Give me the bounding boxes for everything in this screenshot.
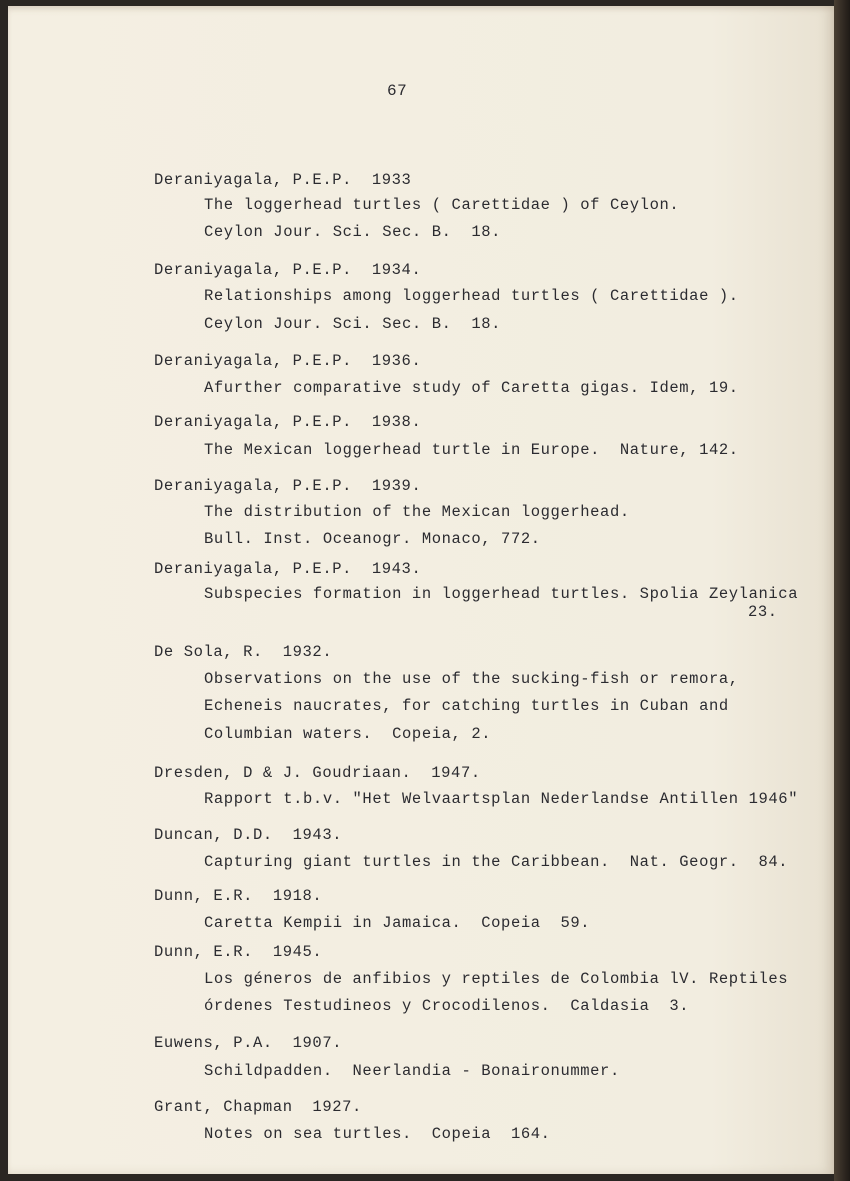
entry-11-line-2: órdenes Testudineos y Crocodilenos. Caldasia 3.: [204, 997, 690, 1015]
document-page: [8, 6, 834, 1174]
entry-8-line-1: Rapport t.b.v. "Het Welvaartsplan Nederlandse Antillen 1946": [204, 790, 799, 808]
entry-8-heading: Dresden, D & J. Goudriaan. 1947.: [154, 764, 481, 782]
entry-7-line-2: Echeneis naucrates, for catching turtles in Cuban and: [204, 697, 729, 715]
entry-2-line-1: Relationships among loggerhead turtles ( Carettidae ).: [204, 287, 739, 305]
entry-3-heading: Deraniyagala, P.E.P. 1936.: [154, 352, 422, 370]
entry-7-line-3: Columbian waters. Copeia, 2.: [204, 725, 492, 743]
entry-7-heading: De Sola, R. 1932.: [154, 643, 333, 661]
entry-11-line-1: Los géneros de anfibios y reptiles de Colombia lV. Reptiles: [204, 970, 789, 988]
entry-6-heading: Deraniyagala, P.E.P. 1943.: [154, 560, 422, 578]
entry-12-heading: Euwens, P.A. 1907.: [154, 1034, 343, 1052]
entry-5-heading: Deraniyagala, P.E.P. 1939.: [154, 477, 422, 495]
entry-13-line-1: Notes on sea turtles. Copeia 164.: [204, 1125, 551, 1143]
entry-12-line-1: Schildpadden. Neerlandia - Bonaironummer.: [204, 1062, 620, 1080]
entry-4-heading: Deraniyagala, P.E.P. 1938.: [154, 413, 422, 431]
entry-1-line-1: The loggerhead turtles ( Carettidae ) of Ceylon.: [204, 196, 680, 214]
entry-7-line-1: Observations on the use of the sucking-fish or remora,: [204, 670, 739, 688]
entry-1-heading: Deraniyagala, P.E.P. 1933: [154, 171, 412, 189]
entry-10-line-1: Caretta Kempii in Jamaica. Copeia 59.: [204, 914, 591, 932]
page-edge-shadow: [834, 0, 850, 1181]
entry-11-heading: Dunn, E.R. 1945.: [154, 943, 323, 961]
entry-5-line-1: The distribution of the Mexican loggerhead.: [204, 503, 630, 521]
entry-3-line-1: Afurther comparative study of Caretta gigas. Idem, 19.: [204, 379, 739, 397]
entry-5-line-2: Bull. Inst. Oceanogr. Monaco, 772.: [204, 530, 541, 548]
entry-9-line-1: Capturing giant turtles in the Caribbean. Nat. Geogr. 84.: [204, 853, 789, 871]
entry-4-line-1: The Mexican loggerhead turtle in Europe. Nature, 142.: [204, 441, 739, 459]
entry-2-heading: Deraniyagala, P.E.P. 1934.: [154, 261, 422, 279]
entry-6-line-2: 23.: [748, 603, 778, 621]
entry-10-heading: Dunn, E.R. 1918.: [154, 887, 323, 905]
entry-6-line-1: Subspecies formation in loggerhead turtles. Spolia Zeylanica: [204, 585, 799, 603]
entry-1-line-2: Ceylon Jour. Sci. Sec. B. 18.: [204, 223, 502, 241]
entry-9-heading: Duncan, D.D. 1943.: [154, 826, 343, 844]
entry-2-line-2: Ceylon Jour. Sci. Sec. B. 18.: [204, 315, 502, 333]
page-number: 67: [387, 82, 408, 100]
entry-13-heading: Grant, Chapman 1927.: [154, 1098, 362, 1116]
